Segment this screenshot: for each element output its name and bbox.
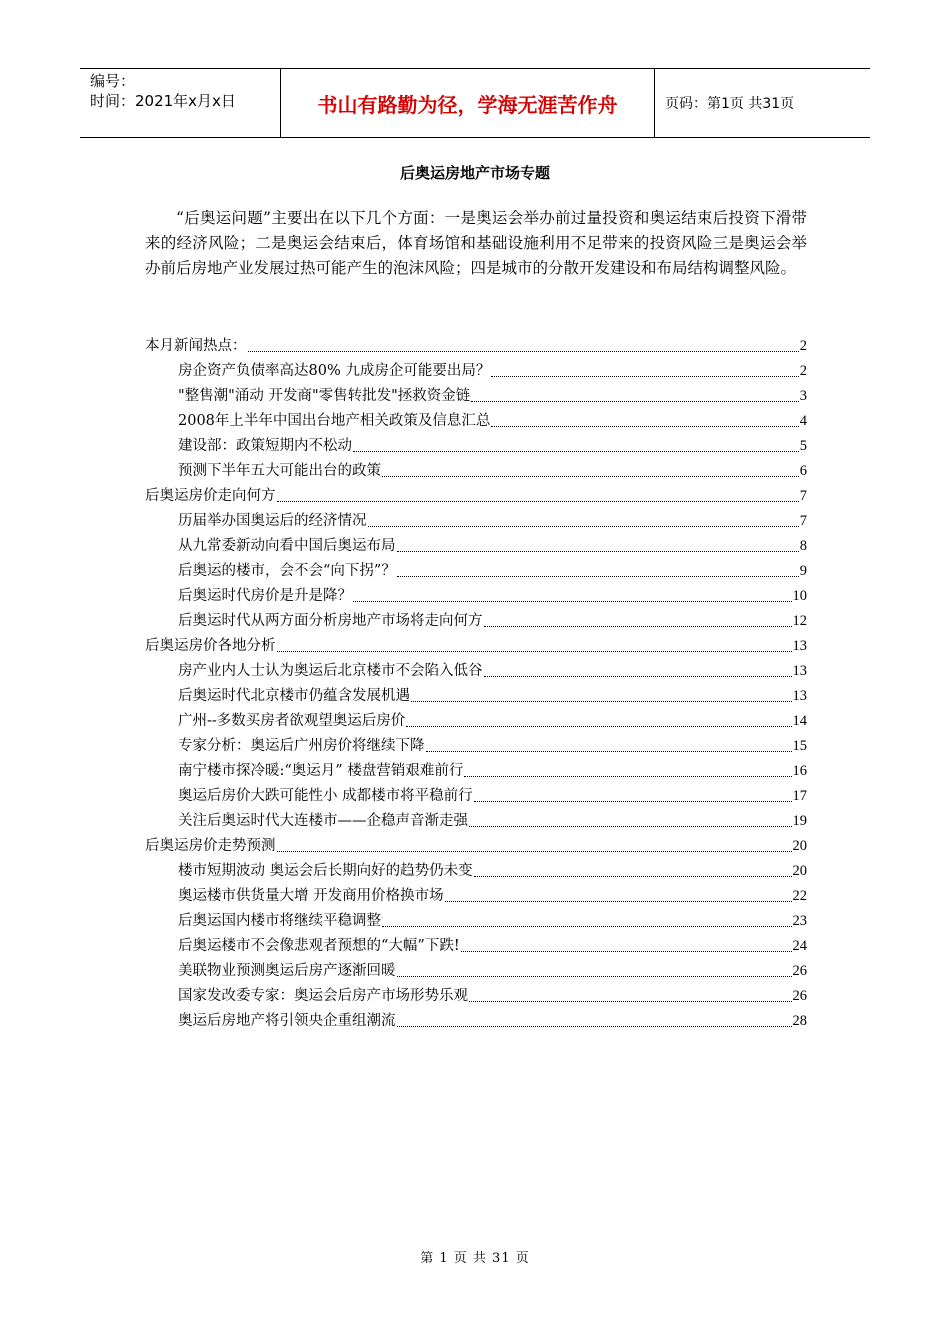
toc-entry[interactable] xyxy=(145,859,807,884)
toc-entry[interactable] xyxy=(145,884,807,909)
toc-entry[interactable] xyxy=(145,934,807,959)
toc-section-entry[interactable] xyxy=(145,484,807,509)
toc-entry-title: 国家发改委专家：奥运会后房产市场形势乐观 xyxy=(178,988,468,1004)
toc-dot-leader xyxy=(474,876,792,877)
toc-entry[interactable] xyxy=(145,809,807,834)
toc-section-entry[interactable] xyxy=(145,634,807,659)
toc-page-number: 6 xyxy=(799,463,807,479)
toc-entry[interactable] xyxy=(145,734,807,759)
toc-page-number: 19 xyxy=(792,813,807,829)
toc-entry[interactable] xyxy=(145,659,807,684)
toc-dot-leader xyxy=(248,351,799,352)
toc-entry-title: 楼市短期波动 奥运会后长期向好的趋势仍未变 xyxy=(178,863,473,879)
toc-entry-title: 奥运后房地产将引领央企重组潮流 xyxy=(178,1013,396,1029)
toc-entry[interactable] xyxy=(145,384,807,409)
toc-entry-title: 本月新闻热点： xyxy=(145,338,247,354)
toc-entry[interactable] xyxy=(145,759,807,784)
toc-entry[interactable] xyxy=(145,909,807,934)
toc-entry[interactable] xyxy=(145,534,807,559)
toc-dot-leader xyxy=(397,1026,792,1027)
toc-entry-title: 专家分析：奥运后广州房价将继续下降 xyxy=(178,738,425,754)
toc-entry[interactable] xyxy=(145,784,807,809)
toc-page-number: 12 xyxy=(792,613,807,629)
toc-entry-title: 奥运后房价大跌可能性小 成都楼市将平稳前行 xyxy=(178,788,473,804)
toc-page-number: 20 xyxy=(792,838,807,854)
toc-page-number: 13 xyxy=(792,688,807,704)
toc-page-number: 24 xyxy=(792,938,807,954)
page-footer: 第 1 页 共 31 页 xyxy=(420,1251,530,1266)
toc-page-number: 8 xyxy=(799,538,807,554)
toc-dot-leader xyxy=(277,851,792,852)
toc-page-number: 20 xyxy=(792,863,807,879)
toc-dot-leader xyxy=(491,426,798,427)
header-time-label: 时间：2021年x月x日 xyxy=(90,92,236,110)
toc-entry-title: 后奥运时代从两方面分析房地产市场将走向何方 xyxy=(178,613,483,629)
toc-entry-title: 房企资产负债率高达80% 九成房企可能要出局？ xyxy=(178,363,491,379)
toc-entry-title: 后奥运时代房价是升是降？ xyxy=(178,588,352,604)
toc-entry[interactable] xyxy=(145,359,807,384)
toc-entry-title: 南宁楼市探冷暖:“奥运月” 楼盘营销艰难前行 xyxy=(178,763,464,779)
toc-entry[interactable] xyxy=(145,984,807,1009)
toc-page-number: 23 xyxy=(792,913,807,929)
toc-entry-title: 从九常委新动向看中国后奥运布局 xyxy=(178,538,396,554)
toc-page-number: 15 xyxy=(792,738,807,754)
toc-entry-title: 后奥运房价走向何方 xyxy=(145,488,276,504)
toc-page-number: 14 xyxy=(792,713,807,729)
toc-entry[interactable] xyxy=(145,409,807,434)
toc-page-number: 4 xyxy=(799,413,807,429)
toc-entry-title: 历届举办国奥运后的经济情况 xyxy=(178,513,367,529)
toc-entry[interactable] xyxy=(145,1009,807,1034)
toc-entry-title: 后奥运国内楼市将继续平稳调整 xyxy=(178,913,381,929)
toc-dot-leader xyxy=(397,976,792,977)
document-title: 后奥运房地产市场专题 xyxy=(399,164,550,182)
toc-entry[interactable] xyxy=(145,459,807,484)
toc-page-number: 3 xyxy=(799,388,807,404)
toc-dot-leader xyxy=(382,926,792,927)
toc-entry-title: "整售潮"涌动 开发商"零售转批发"拯救资金链 xyxy=(178,388,471,404)
toc-entry-title: 广州--多数买房者欲观望奥运后房价 xyxy=(178,713,406,729)
toc-page-number: 9 xyxy=(799,563,807,579)
toc-page-number: 2 xyxy=(799,363,807,379)
toc-dot-leader xyxy=(471,401,798,402)
toc-dot-leader xyxy=(353,451,799,452)
toc-entry[interactable] xyxy=(145,434,807,459)
toc-dot-leader xyxy=(491,376,798,377)
toc-dot-leader xyxy=(445,901,792,902)
header-page-info: 页码：第1页 共31页 xyxy=(665,96,795,112)
toc-dot-leader xyxy=(277,651,792,652)
toc-entry-title: 后奥运楼市不会像悲观者预想的“大幅”下跌! xyxy=(178,938,460,954)
toc-page-number: 2 xyxy=(799,338,807,354)
toc-entry[interactable] xyxy=(145,959,807,984)
toc-entry-title: 后奥运的楼市，会不会“向下拐”？ xyxy=(178,563,396,579)
toc-dot-leader xyxy=(397,576,799,577)
toc-dot-leader xyxy=(397,551,799,552)
toc-page-number: 7 xyxy=(799,513,807,529)
toc-entry-title: 关注后奥运时代大连楼市——企稳声音渐走强 xyxy=(178,813,468,829)
toc-section-entry[interactable] xyxy=(145,334,807,359)
toc-entry-title: 奥运楼市供货量大增 开发商用价格换市场 xyxy=(178,888,444,904)
toc-dot-leader xyxy=(353,601,792,602)
toc-entry[interactable] xyxy=(145,609,807,634)
toc-entry-title: 预测下半年五大可能出台的政策 xyxy=(178,463,381,479)
toc-entry[interactable] xyxy=(145,684,807,709)
toc-entry[interactable] xyxy=(145,709,807,734)
table-of-contents xyxy=(145,334,807,1034)
header-number-label: 编号： xyxy=(90,72,136,90)
toc-dot-leader xyxy=(411,701,792,702)
toc-dot-leader xyxy=(484,676,792,677)
toc-entry[interactable] xyxy=(145,559,807,584)
toc-entry[interactable] xyxy=(145,509,807,534)
toc-entry-title: 美联物业预测奥运后房产逐渐回暖 xyxy=(178,963,396,979)
intro-paragraph: “后奥运问题”主要出在以下几个方面：一是奥运会举办前过量投资和奥运结束后投资下滑带来的经济风险；二是奥运会结束后，体育场馆和基础设施利用不足带来的投资风险三是奥运会举办前后房地产业发展过热可能产生的泡沫风险；四是城市的分散开发建设和布局结构调整风险。 xyxy=(145,209,807,277)
toc-entry[interactable] xyxy=(145,584,807,609)
toc-section-entry[interactable] xyxy=(145,834,807,859)
toc-dot-leader xyxy=(469,826,792,827)
toc-entry-title: 2008年上半年中国出台地产相关政策及信息汇总 xyxy=(178,413,491,429)
toc-page-number: 16 xyxy=(792,763,807,779)
toc-page-number: 28 xyxy=(792,1013,807,1029)
toc-page-number: 26 xyxy=(792,963,807,979)
toc-dot-leader xyxy=(382,476,799,477)
toc-dot-leader xyxy=(368,526,799,527)
toc-dot-leader xyxy=(461,951,792,952)
toc-dot-leader xyxy=(277,501,799,502)
toc-dot-leader xyxy=(464,776,791,777)
toc-entry-title: 后奥运房价各地分析 xyxy=(145,638,276,654)
toc-entry-title: 后奥运房价走势预测 xyxy=(145,838,276,854)
page-header xyxy=(80,68,870,138)
toc-page-number: 22 xyxy=(792,888,807,904)
toc-page-number: 5 xyxy=(799,438,807,454)
toc-entry-title: 房产业内人士认为奥运后北京楼市不会陷入低谷 xyxy=(178,663,483,679)
toc-page-number: 17 xyxy=(792,788,807,804)
toc-dot-leader xyxy=(406,726,791,727)
header-meta xyxy=(80,69,281,137)
toc-page-number: 13 xyxy=(792,638,807,654)
toc-page-number: 7 xyxy=(799,488,807,504)
toc-dot-leader xyxy=(426,751,792,752)
toc-dot-leader xyxy=(474,801,792,802)
toc-page-number: 10 xyxy=(792,588,807,604)
toc-entry-title: 后奥运时代北京楼市仍蕴含发展机遇 xyxy=(178,688,410,704)
header-motto: 书山有路勤为径，学海无涯苦作舟 xyxy=(281,69,655,137)
toc-dot-leader xyxy=(484,626,792,627)
toc-page-number: 26 xyxy=(792,988,807,1004)
toc-entry-title: 建设部：政策短期内不松动 xyxy=(178,438,352,454)
toc-page-number: 13 xyxy=(792,663,807,679)
toc-dot-leader xyxy=(469,1001,792,1002)
